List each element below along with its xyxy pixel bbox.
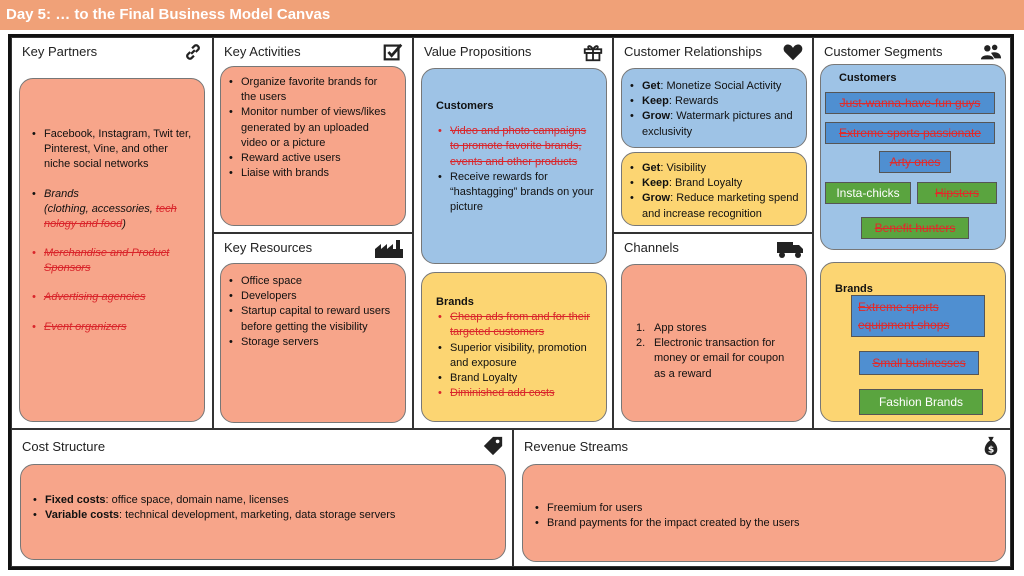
- heart-icon: [782, 41, 804, 63]
- vp-customers-box: [421, 68, 607, 264]
- list-item: • Monitor number of views/likes generated by an uploaded video or a picture: [227, 105, 395, 151]
- list-item: • Cheap ads from and for their targeted customers: [436, 310, 596, 340]
- list-item: • Reward active users: [227, 151, 395, 166]
- segments-brands-heading: Brands: [835, 283, 873, 295]
- cost-structure-cell: [11, 429, 513, 567]
- list-item: • Keep: Rewards: [628, 94, 798, 109]
- channels-box: [621, 264, 807, 422]
- value-propositions-cell: [413, 37, 613, 429]
- key-resources-cell: [213, 233, 413, 429]
- key-partners-title: Key Partners: [22, 44, 98, 59]
- customer-segments-cell: [813, 37, 1011, 429]
- channels-title: Channels: [624, 240, 679, 255]
- segments-brands-box: [820, 262, 1006, 422]
- key-resources-title: Key Resources: [224, 240, 313, 255]
- list-item: • Freemium for users: [533, 501, 995, 516]
- key-activities-box: [220, 66, 406, 226]
- money-bag-icon: [980, 435, 1002, 457]
- list-item: • Fixed costs: office space, domain name, licenses: [31, 493, 495, 508]
- segments-customers-box: [820, 64, 1006, 250]
- list-item: • Storage servers: [227, 335, 395, 350]
- checkbox-icon: [382, 41, 404, 63]
- truck-icon: [776, 237, 804, 259]
- segment-arty-ones: Arty ones: [879, 151, 951, 173]
- value-propositions-title: Value Propositions: [424, 44, 532, 59]
- list-item: 1. App stores: [636, 322, 707, 334]
- key-activities-cell: [213, 37, 413, 233]
- business-model-canvas: [8, 34, 1014, 570]
- list-item: • Liaise with brands: [227, 166, 395, 181]
- vp-customers-heading: Customers: [436, 100, 494, 112]
- list-item: • Startup capital to reward users before getting the visibility: [227, 304, 395, 334]
- tag-icon: [482, 435, 504, 457]
- svg-text:$: $: [987, 444, 995, 456]
- link-icon: [182, 41, 204, 63]
- segment-hipsters: Hipsters: [917, 182, 997, 204]
- segments-customers-heading: Customers: [839, 72, 897, 84]
- cr-customers-box: [621, 68, 807, 148]
- list-item: • Office space: [227, 274, 395, 289]
- customer-relationships-title: Customer Relationships: [624, 44, 763, 59]
- vp-brands-heading: Brands: [436, 296, 474, 308]
- list-item: • Keep: Brand Loyalty: [628, 176, 800, 191]
- list-item: • Facebook, Instagram, Twit ter, Pinterest, Vine, and other niche social networks: [30, 127, 194, 173]
- list-item: • Developers: [227, 289, 395, 304]
- gift-icon: [582, 41, 604, 63]
- list-item: • Receive rewards for “hashtagging” brands on your picture: [436, 170, 596, 216]
- people-icon: [980, 41, 1002, 63]
- segment-benefit-hunters: Benefit hunters: [861, 217, 969, 239]
- segment-extreme-sports: Extreme sports passionate: [825, 122, 995, 144]
- list-item: • Merchandise and Product Sponsors: [30, 246, 194, 276]
- revenue-streams-box: [522, 464, 1006, 562]
- cost-structure-box: [20, 464, 506, 560]
- list-item: • Brand payments for the impact created by the users: [533, 516, 995, 531]
- key-partners-cell: [11, 37, 213, 429]
- segment-fun-guys: Just-wanna-have-fun guys: [825, 92, 995, 114]
- segment-fashion-brands: Fashion Brands: [859, 389, 983, 415]
- list-item: • Grow: Watermark pictures and exclusivity: [628, 109, 798, 139]
- segment-insta-chicks: Insta-chicks: [825, 182, 911, 204]
- cr-brands-box: [621, 152, 807, 226]
- list-item: • Get: Monetize Social Activity: [628, 79, 798, 94]
- revenue-streams-title: Revenue Streams: [524, 439, 629, 454]
- segment-extreme-shops: Extreme sports equipment shops: [851, 295, 985, 337]
- customer-relationships-cell: [613, 37, 813, 233]
- cost-structure-title: Cost Structure: [22, 439, 106, 454]
- revenue-streams-cell: [513, 429, 1011, 567]
- vp-brands-box: [421, 272, 607, 422]
- list-item: • Advertising agencies: [30, 290, 194, 305]
- key-partners-box: [19, 78, 205, 422]
- key-activities-title: Key Activities: [224, 44, 301, 59]
- list-item: 2. Electronic transaction for money or email for coupon as a reward: [636, 337, 785, 380]
- list-item: • Get: Visibility: [628, 161, 800, 176]
- list-item: • Organize favorite brands for the users: [227, 75, 395, 105]
- list-item: • Event organizers: [30, 320, 194, 335]
- list-item: • Brands (clothing, accessories, tech nology and food): [30, 187, 194, 233]
- segment-small-businesses: Small businesses: [859, 351, 979, 375]
- key-resources-box: [220, 263, 406, 423]
- slide-title: Day 5: … to the Final Business Model Canvas: [0, 0, 1024, 30]
- channels-cell: [613, 233, 813, 429]
- factory-icon: [374, 237, 404, 259]
- list-item: • Video and photo campaigns to promote favorite brands, events and other products: [436, 124, 596, 170]
- customer-segments-title: Customer Segments: [824, 44, 943, 59]
- list-item: • Diminished add costs: [436, 386, 596, 401]
- list-item: • Brand Loyalty: [436, 371, 596, 386]
- list-item: • Superior visibility, promotion and exposure: [436, 341, 596, 371]
- list-item: • Grow: Reduce marketing spend and increase recognition: [628, 191, 800, 221]
- list-item: • Variable costs: technical development, marketing, data storage servers: [31, 508, 495, 523]
